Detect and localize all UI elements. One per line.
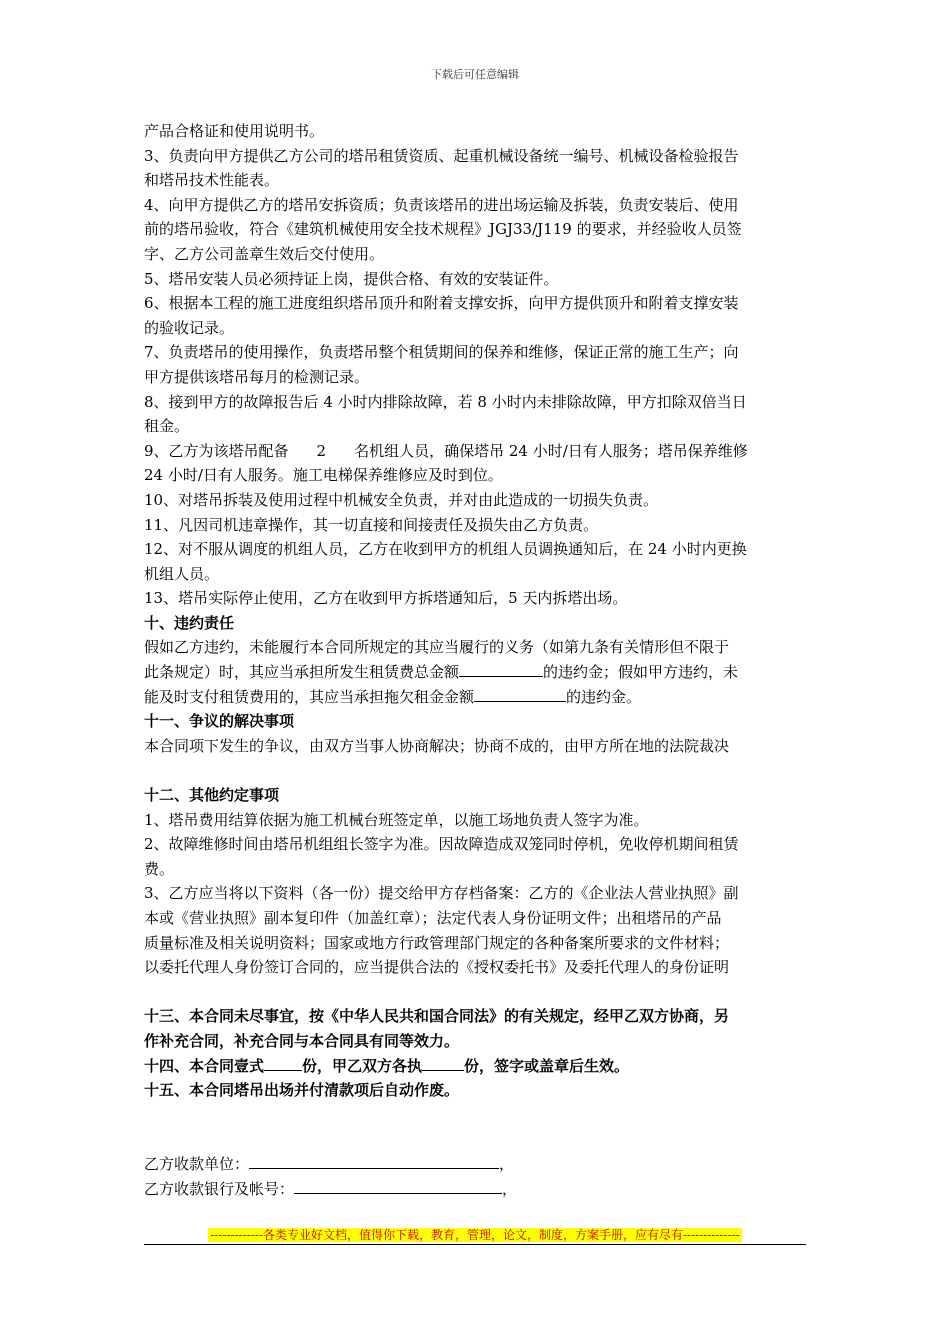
copies-each-blank[interactable] bbox=[422, 1056, 464, 1071]
payee-field[interactable] bbox=[249, 1154, 499, 1169]
text-line: 11、凡因司机违章操作，其一切直接和间接责任及损失由乙方负责。 bbox=[144, 515, 599, 534]
text-line: 本或《营业执照》副本复印件（加盖红章）；法定代表人身份证明文件；出租塔吊的产品 bbox=[144, 909, 722, 927]
text-line: 10、对塔吊拆装及使用过程中机械安全负责，并对由此造成的一切损失负责。 bbox=[144, 490, 659, 509]
section-heading: 十、违约责任 bbox=[144, 613, 235, 632]
text-line: 费。 bbox=[144, 859, 175, 878]
text-line bbox=[144, 1152, 806, 1177]
text-segment: 9、乙方为该塔吊配备 bbox=[144, 441, 289, 460]
text-line: 13、塔吊实际停止使用，乙方在收到甲方拆塔通知后，5 天内拆塔出场。 bbox=[144, 589, 628, 608]
text-segment: 的违约金。 bbox=[566, 687, 642, 706]
text-segment: 名机组人员，确保塔吊 24 小时/日有人服务；塔吊保养维修 bbox=[354, 441, 748, 460]
text-line: 的验收记录。 bbox=[144, 318, 235, 337]
text-line: 产品合格证和使用说明书。 bbox=[144, 122, 325, 140]
text-line: 和塔吊技术性能表。 bbox=[144, 171, 280, 190]
bank-account-field[interactable] bbox=[294, 1179, 502, 1194]
section-heading: 十一、争议的解决事项 bbox=[144, 712, 295, 731]
text-line bbox=[144, 439, 806, 464]
text-segment: 份，签字或盖章后生效。 bbox=[464, 1056, 630, 1075]
footer-banner: -------------各类专业好文档，值得你下载，教育，管理，论文，制度，方案手册，应有尽有-------------- bbox=[210, 1228, 740, 1242]
text-line: 6、根据本工程的施工进度组织塔吊顶升和附着支撑安拆，向甲方提供顶升和附着支撑安装 bbox=[144, 294, 739, 313]
text-line: 字、乙方公司盖章生效后交付使用。 bbox=[144, 244, 385, 263]
text-segment: 的违约金；假如甲方违约，未 bbox=[543, 663, 739, 682]
text-line: 3、负责向甲方提供乙方公司的塔吊租赁资质、起重机械设备统一编号、机械设备检验报告 bbox=[144, 146, 739, 165]
payee-label: 乙方收款单位： bbox=[144, 1154, 250, 1173]
copies-total-blank[interactable] bbox=[264, 1056, 302, 1071]
text-line: 2、故障维修时间由塔吊机组组长签字为准。因故障造成双笼同时停机，免收停机期间租赁 bbox=[144, 835, 739, 854]
text-line: 以委托代理人身份签订合同的，应当提供合法的《授权委托书》及委托代理人的身份证明 bbox=[144, 958, 730, 977]
penalty-amount-blank[interactable] bbox=[459, 662, 543, 677]
text-line: 质量标准及相关说明资料；国家或地方行政管理部门规定的各种备案所要求的文件材料； bbox=[144, 933, 730, 952]
text-segment: 此条规定）时，其应当承担所发生租赁费总金额 bbox=[144, 663, 460, 682]
crew-count: 2 bbox=[316, 441, 327, 460]
contract-body bbox=[144, 119, 806, 1201]
page-header: 下载后可任意编辑 bbox=[431, 68, 519, 81]
text-segment: ， bbox=[502, 1179, 518, 1198]
text-line: 前的塔吊验收，符合《建筑机械使用安全技术规程》JGJ33/J119 的要求，并经验收人员签 bbox=[144, 220, 742, 239]
text-line: 7、负责塔吊的使用操作，负责塔吊整个租赁期间的保养和维修，保证正常的施工生产；向 bbox=[144, 343, 739, 362]
text-line: 4、向甲方提供乙方的塔吊安拆资质；负责该塔吊的进出场运输及拆装，负责安装后、使用 bbox=[144, 195, 739, 214]
section-heading: 十二、其他约定事项 bbox=[144, 786, 280, 805]
text-line: 假如乙方违约，未能履行本合同所规定的其应当履行的义务（如第九条有关情形但不限于 bbox=[144, 638, 730, 657]
section-heading: 十三、本合同未尽事宜，按《中华人民共和国合同法》的有关规定，经甲乙双方协商，另 bbox=[144, 1007, 730, 1026]
text-segment: 十四、本合同壹式 bbox=[144, 1056, 265, 1075]
text-line: 12、对不服从调度的机组人员，乙方在收到甲方的机组人员调换通知后，在 24 小时内更换 bbox=[144, 540, 747, 559]
text-line bbox=[144, 1177, 806, 1202]
bank-account-label: 乙方收款银行及帐号： bbox=[144, 1179, 295, 1198]
text-line: 3、乙方应当将以下资料（各一份）提交给甲方存档备案：乙方的《企业法人营业执照》副 bbox=[144, 884, 739, 903]
text-line bbox=[144, 685, 806, 710]
text-line: 8、接到甲方的故障报告后 4 小时内排除故障，若 8 小时内未排除故障，甲方扣除双倍当日 bbox=[144, 392, 747, 411]
section-heading: 作补充合同，补充合同与本合同具有同等效力。 bbox=[144, 1031, 460, 1050]
section-heading: 十五、本合同塔吊出场并付清款项后自动作废。 bbox=[144, 1081, 460, 1100]
text-line: 甲方提供该塔吊每月的检测记录。 bbox=[144, 367, 370, 386]
text-segment: 份，甲乙双方各执 bbox=[302, 1056, 423, 1075]
arrears-amount-blank[interactable] bbox=[474, 687, 566, 702]
page-footer bbox=[144, 1226, 806, 1243]
footer-divider bbox=[144, 1244, 806, 1245]
text-line: 5、塔吊安装人员必须持证上岗，提供合格、有效的安装证件。 bbox=[144, 269, 559, 288]
text-line: 本合同项下发生的争议，由双方当事人协商解决；协商不成的，由甲方所在地的法院裁决 bbox=[144, 736, 730, 755]
text-segment: 能及时支付租赁费用的，其应当承担拖欠租金金额 bbox=[144, 687, 475, 706]
section-heading bbox=[144, 1054, 806, 1079]
text-line: 24 小时/日有人服务。施工电梯保养维修应及时到位。 bbox=[144, 466, 503, 485]
text-line: 租金。 bbox=[144, 417, 190, 436]
text-line: 机组人员。 bbox=[144, 564, 220, 583]
text-line bbox=[144, 660, 806, 685]
text-segment: ， bbox=[499, 1154, 515, 1173]
text-line: 1、塔吊费用结算依据为施工机械台班签定单，以施工场地负责人签字为准。 bbox=[144, 810, 649, 829]
